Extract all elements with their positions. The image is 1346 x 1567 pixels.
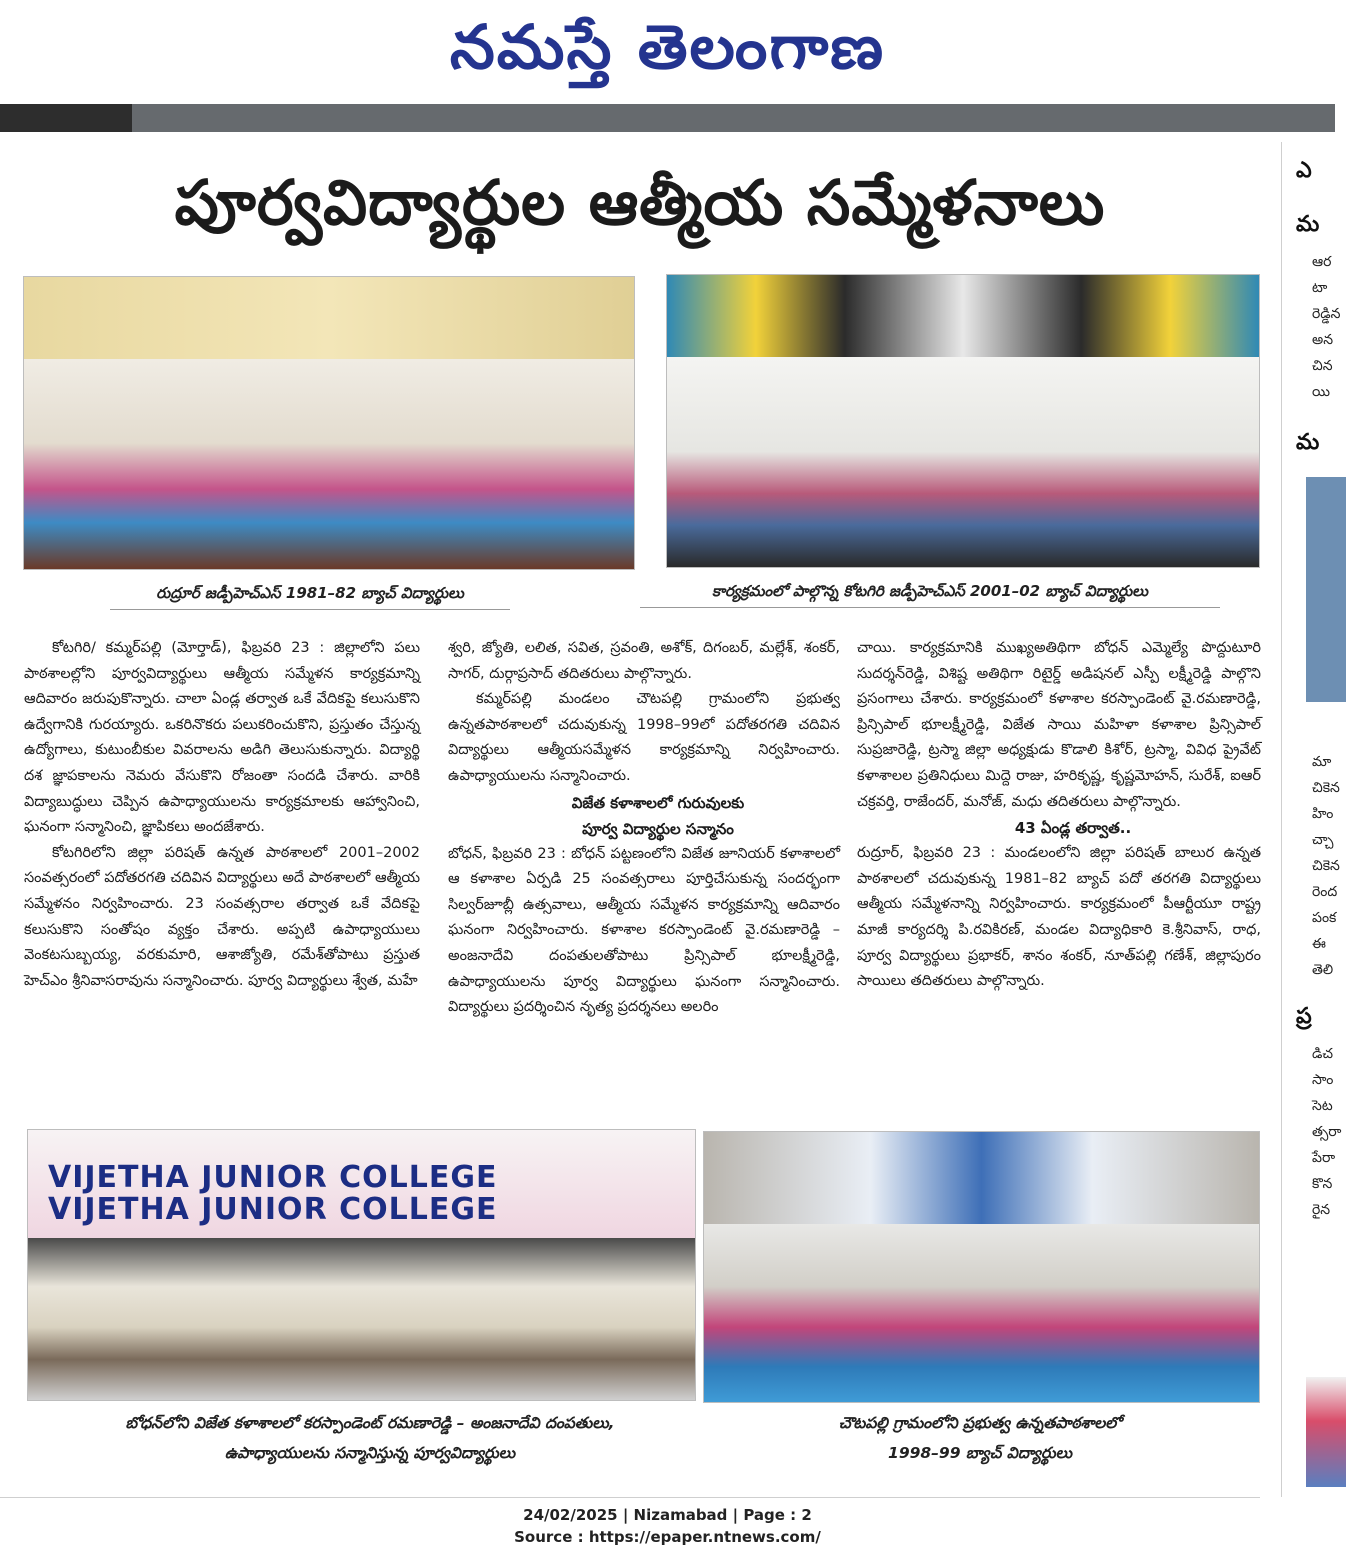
side-text: త్సరా — [1312, 1124, 1342, 1140]
photo-backdrop — [704, 1132, 1259, 1224]
side-text: ఆర — [1312, 254, 1332, 270]
bottom-rule — [0, 1497, 1260, 1498]
photo-rudrur-batch — [23, 276, 635, 570]
article-column-3 — [857, 636, 1261, 995]
photo-backdrop — [667, 275, 1259, 357]
newspaper-title: నమస్తే తెలంగాణ — [449, 12, 886, 84]
photo-chowtapalli-batch — [703, 1131, 1260, 1403]
side-text: సెట — [1312, 1098, 1333, 1114]
side-text: యి — [1312, 384, 1331, 400]
column-divider-right — [1281, 142, 1282, 1497]
photo-people — [667, 357, 1259, 567]
photo-caption-2 — [640, 580, 1220, 602]
paragraph: కమ్మర్‌పల్లి మండలం చౌటపల్లి గ్రామంలోని ప్రభుత్వ ఉన్నతపాఠశాలలో చదువుకున్న 1998–99లో పదోతరగతి చదివిన విద్యార్థులు ఆత్మీయసమ్మేళన కార్యక్రమాన్ని నిర్వహించారు. ఉపాధ్యాయులను సన్మానించారు. — [448, 691, 840, 784]
page-footer — [0, 1504, 1335, 1548]
side-text: ఈ — [1312, 936, 1326, 952]
side-text: చ్చా — [1312, 832, 1334, 848]
side-text: సాం — [1312, 1072, 1334, 1088]
side-text: హిం — [1312, 806, 1334, 822]
side-text: పేరా — [1312, 1150, 1336, 1166]
side-text: చిన — [1312, 358, 1333, 374]
masthead-bar — [0, 104, 1335, 132]
adjacent-article-column — [1290, 142, 1342, 1502]
article-column-1 — [24, 636, 420, 994]
caption-line: బోధన్‌లోని విజేత కళాశాలలో కరస్పాండెంట్ రమణారెడ్డి – అంజనాదేవి దంపతులు, — [125, 1414, 615, 1432]
side-photo — [1306, 477, 1346, 702]
masthead-bar-accent — [0, 104, 132, 132]
article-column-2 — [448, 636, 840, 1021]
caption-line: 1998–99 బ్యాచ్ విద్యార్థులు — [888, 1444, 1072, 1462]
photo-people — [28, 1238, 695, 1400]
paragraph: శ్వరి, జ్యోతి, లలిత, సవిత, స్రవంతి, అశోక్, దిగంబర్, మల్లేశ్, శంకర్, సాగర్, దుర్గాప్రసాద్ తదితరులు పాల్గొన్నారు. — [448, 640, 840, 682]
side-text: తెలి — [1312, 962, 1334, 978]
subheading: 43 ఏండ్ల తర్వాత.. — [1014, 819, 1132, 838]
paragraph: రుద్రూర్, ఫిబ్రవరి 23 : మండలంలోని జిల్లా పరిషత్ బాలుర ఉన్నత పాఠశాలలో చదువుకున్న 1981–82 బ్యాచ్ పదో తరగతి విద్యార్థులు ఆత్మీయ సమ్మేళనాన్ని నిర్వహించారు. కార్యక్రమంలో పీఆర్టీయూ రాష్ట్ర మాజీ కార్యదర్శి పి.రవికిరణ్, మండల విద్యాధికారి కె.శ్రీనివాస్, రాధ, పూర్వ విద్యార్థులు ప్రభాకర్, శానం శంకర్, నూత్‌పల్లి గణేశ్, జిల్లాపురం సాయిలు తదితరులు పాల్గొన్నారు. — [857, 845, 1261, 990]
footer-source: Source : https://epaper.ntnews.com/ — [514, 1528, 821, 1546]
paragraph: కోటగిరి/ కమ్మర్‌పల్లి (మోర్తాడ్), ఫిబ్రవరి 23 : జిల్లాలోని పలు పాఠశాలల్లోని పూర్వవిద్యార్థులు ఆత్మీయ సమ్మేళన కార్యక్రమాన్ని ఆదివారం జరుపుకొన్నారు. చాలా ఏండ్ల తర్వాత ఒకే వేదికపై కలుసుకొని ఉద్వేగానికి గురయ్యారు. ఒకరినొకరు పలుకరించుకొని, ప్రస్తుతం చేస్తున్న ఉద్యోగాలు, కుటుంబీకుల వివరాలను అడిగి తెలుసుకున్నారు. విద్యార్థి దశ జ్ఞాపకాలను నెమరు వేసుకొని రోజంతా సందడి చేశారు. వారికి విద్యాబుద్ధులు చెప్పిన ఉపాధ్యాయులను కార్యక్రమాలకు ఆహ్వానించి, ఘనంగా సన్మానించి, జ్ఞాపికలు అందజేశారు. — [24, 640, 420, 836]
paragraph: కోటగిరిలోని జిల్లా పరిషత్ ఉన్నత పాఠశాలలో 2001–2002 సంవత్సరంలో పదోతరగతి చదివిన విద్యార్థులు అదే పాఠశాలలో ఆత్మీయ సమ్మేళనం నిర్వహించారు. 23 సంవత్సరాల తర్వాత ఒకే వేదికపై కలుసుకొని సంతోషం వ్యక్తం చేశారు. అప్పటి ఉపాధ్యాయులు వెంకటసుబ్బయ్య, వరకుమారి, ఆశాజ్యోతి, రమేశ్‌తోపాటు ప్రస్తుత హెచ్ఎం శ్రీనివాసరావును సన్మానించారు. పూర్వ విద్యార్థులు శ్వేత, మహే — [24, 844, 420, 989]
photo-people — [24, 359, 634, 569]
photo-caption-3 — [60, 1412, 680, 1464]
masthead — [0, 0, 1335, 100]
side-text: రెంద — [1312, 884, 1338, 900]
caption-line: చౌటపల్లి గ్రామంలోని ప్రభుత్వ ఉన్నతపాఠశాలలో — [838, 1414, 1122, 1432]
side-text: టా — [1312, 280, 1328, 296]
side-heading: ఎ — [1296, 158, 1312, 183]
paragraph: చాయి. కార్యక్రమానికి ముఖ్యఅతిథిగా బోధన్ ఎమ్మెల్యే పొద్దుటూరి సుదర్శన్‌రెడ్డి, విశిష్ట అతిథిగా రిటైర్డ్ అడిషనల్ ఎస్పీ లక్ష్మీరెడ్డి పాల్గొని ప్రసంగాలు చేశారు. కార్యక్రమంలో కళాశాల కరస్పాండెంట్ వై.రమణారెడ్డి, ప్రిన్సిపాల్ భూలక్ష్మీరెడ్డి, విజేత సాయి మహిళా కళాశాల ప్రిన్సిపాల్ సుప్రజారెడ్డి, ట్రస్మా జిల్లా అధ్యక్షుడు కొడాలి కిశోర్, ట్రస్మా, వివిధ ప్రైవేట్ కళాశాలల ప్రతినిధులు మిద్దె రాజు, హరికృష్ణ, కృష్ణమోహన్, సురేశ్, ఐఆర్ చక్రవర్తి, రాజేందర్, మనోజ్, మధు తదితరులు పాల్గొన్నారు. — [857, 640, 1261, 810]
side-text: చికెన — [1312, 858, 1340, 874]
side-text: చికెన — [1312, 780, 1340, 796]
side-photo — [1306, 1377, 1346, 1487]
side-heading: మ — [1296, 430, 1320, 455]
college-banner-text: VIJETHA JUNIOR COLLEGE — [48, 1192, 498, 1227]
caption-line: ఉపాధ్యాయులను సన్మానిస్తున్న పూర్వవిద్యార్థులు — [224, 1444, 516, 1462]
side-text: కొన — [1312, 1176, 1333, 1192]
side-heading: మ — [1296, 212, 1320, 237]
side-text: రైన — [1312, 1202, 1331, 1218]
college-banner-text: VIJETHA JUNIOR COLLEGE — [48, 1160, 498, 1195]
photo-caption-1 — [110, 582, 510, 604]
caption-text: రుద్రూర్ జడ్పీహెచ్ఎస్ 1981–82 బ్యాచ్ విద్యార్థులు — [156, 584, 464, 602]
side-text: రెడ్డిన — [1312, 306, 1341, 322]
photo-caption-4 — [760, 1412, 1200, 1464]
subheading: పూర్వ విద్యార్థుల సన్మానం — [582, 819, 734, 838]
caption-rule — [110, 609, 510, 610]
side-text: అన — [1312, 332, 1334, 348]
photo-vijetha-college — [27, 1129, 696, 1401]
side-text: డిచ — [1312, 1046, 1333, 1062]
photo-people — [704, 1224, 1259, 1402]
article-headline: పూర్వవిద్యార్థుల ఆత్మీయ సమ్మేళనాలు — [174, 166, 1106, 239]
caption-text: కార్యక్రమంలో పాల్గొన్న కోటగిరి జడ్పీహెచ్ఎస్ 2001–02 బ్యాచ్ విద్యార్థులు — [712, 582, 1148, 600]
photo-kotagiri-batch — [666, 274, 1260, 568]
side-text: పంక — [1312, 910, 1337, 926]
subheading: విజేత కళాశాలలో గురువులకు — [571, 793, 745, 812]
caption-rule — [640, 607, 1220, 608]
side-text: మా — [1312, 754, 1332, 770]
side-heading: ప్ర — [1296, 1004, 1312, 1029]
footer-date-edition: 24/02/2025 | Nizamabad | Page : 2 — [523, 1506, 812, 1524]
photo-backdrop — [24, 277, 634, 359]
paragraph: బోధన్, ఫిబ్రవరి 23 : బోధన్ పట్టణంలోని విజేత జూనియర్ కళాశాలలో ఆ కళాశాల ఏర్పడి 25 సంవత్సరాలు పూర్తిచేసుకున్న సందర్భంగా సిల్వర్‌జూబ్లీ ఉత్సవాలు, ఆత్మీయ సమ్మేళన కార్యక్రమాన్ని ఆదివారం ఘనంగా నిర్వహించారు. కళాశాల కరస్పాండెంట్ వై.రమణారెడ్డి – అంజనాదేవి దంపతులతోపాటు ప్రిన్సిపాల్ భూలక్ష్మీరెడ్డి, ఉపాధ్యాయులను పూర్వ విద్యార్థులు ఘనంగా సన్మానించారు. విద్యార్థులు ప్రదర్శించిన నృత్య ప్రదర్శనలు అలరిం — [448, 845, 840, 1016]
